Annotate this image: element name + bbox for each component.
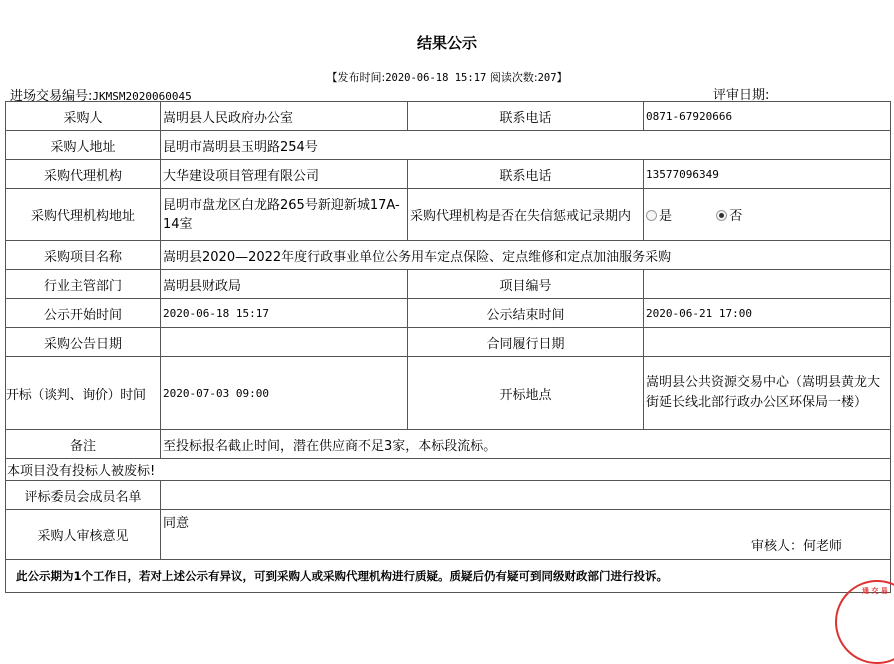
purchaser-address-label: 采购人地址 <box>6 131 161 160</box>
table-row <box>6 189 891 241</box>
no-bidder-note: 本项目没有投标人被废标! <box>6 459 891 481</box>
trade-code-value: JKMSM2020060045 <box>92 90 192 103</box>
project-name-label: 采购项目名称 <box>6 241 161 270</box>
table-row <box>6 102 891 131</box>
start-value: 2020-06-18 15:17 <box>161 299 408 328</box>
result-table <box>5 101 891 593</box>
project-no-label: 项目编号 <box>408 270 644 299</box>
table-row <box>6 357 891 430</box>
table-row <box>6 131 891 160</box>
table-row <box>6 459 891 481</box>
open-time-value: 2020-07-03 09:00 <box>161 357 408 430</box>
agency-phone: 13577096349 <box>644 160 891 189</box>
trade-code-label: 进场交易编号: <box>10 89 93 104</box>
notice-date-value <box>161 328 408 357</box>
option-no-label: 否 <box>729 209 743 224</box>
purchaser-label: 采购人 <box>6 102 161 131</box>
agency-value: 大华建设项目管理有限公司 <box>161 160 408 189</box>
contract-label: 合同履行日期 <box>408 328 644 357</box>
radio-yes[interactable] <box>646 210 657 221</box>
remark-label: 备注 <box>6 430 161 459</box>
publish-time: 2020-06-18 15:17 <box>385 72 487 84</box>
table-row <box>6 270 891 299</box>
purchaser-phone: 0871-67920666 <box>644 102 891 131</box>
opinion-value: 同意 <box>163 516 190 531</box>
open-place-label: 开标地点 <box>408 357 644 430</box>
meta-close: 】 <box>556 71 568 84</box>
purchaser-address: 昆明市嵩明县玉明路254号 <box>161 131 891 160</box>
end-label: 公示结束时间 <box>408 299 644 328</box>
review-date-label: 评审日期: <box>713 88 770 103</box>
table-row <box>6 241 891 270</box>
table-row <box>6 430 891 459</box>
open-time-label: 开标（谈判、询价）时间 <box>6 357 161 430</box>
dept-value: 嵩明县财政局 <box>161 270 408 299</box>
open-place-value: 嵩明县公共资源交易中心（嵩明县黄龙大街延长线北部行政办公区环保局一楼） <box>644 357 891 430</box>
project-no-value <box>644 270 891 299</box>
table-row <box>6 160 891 189</box>
notice-date-label: 采购公告日期 <box>6 328 161 357</box>
phone-label: 联系电话 <box>408 102 644 131</box>
committee-value <box>161 481 891 510</box>
footer-note: 此公示期为1个工作日，若对上述公示有异议，可到采购人或采购代理机构进行质疑。质疑后仍有疑可到同级财政部门进行投诉。 <box>6 560 891 593</box>
purchaser-value: 嵩明县人民政府办公室 <box>161 102 408 131</box>
opinion-cell <box>161 510 891 560</box>
dishonest-options <box>644 189 891 241</box>
dept-label: 行业主管部门 <box>6 270 161 299</box>
option-yes-label: 是 <box>659 209 673 224</box>
contract-value <box>644 328 891 357</box>
publish-label: 【发布时间: <box>326 71 386 84</box>
page-title: 结果公示 <box>416 34 477 52</box>
seal-text: 通 交 易 <box>862 587 888 595</box>
dishonest-label: 采购代理机构是否在失信惩戒记录期内 <box>408 189 644 241</box>
read-count: 207 <box>537 72 557 84</box>
table-row <box>6 328 891 357</box>
table-row <box>6 510 891 560</box>
table-row <box>6 299 891 328</box>
radio-no[interactable] <box>716 210 727 221</box>
agency-phone-label: 联系电话 <box>408 160 644 189</box>
agency-address: 昆明市盘龙区白龙路265号新迎新城17A-14室 <box>161 189 408 241</box>
start-label: 公示开始时间 <box>6 299 161 328</box>
table-row <box>6 560 891 593</box>
remark-value: 至投标报名截止时间，潜在供应商不足3家，本标段流标。 <box>161 430 891 459</box>
project-name: 嵩明县2020—2022年度行政事业单位公务用车定点保险、定点维修和定点加油服务采购 <box>161 241 891 270</box>
end-value: 2020-06-21 17:00 <box>644 299 891 328</box>
opinion-label: 采购人审核意见 <box>6 510 161 560</box>
committee-label: 评标委员会成员名单 <box>6 481 161 510</box>
agency-label: 采购代理机构 <box>6 160 161 189</box>
read-label: 阅读次数: <box>489 71 538 84</box>
table-row <box>6 481 891 510</box>
agency-address-label: 采购代理机构地址 <box>6 189 161 241</box>
reviewer: 审核人：何老师 <box>750 539 842 554</box>
publish-meta <box>0 69 894 85</box>
